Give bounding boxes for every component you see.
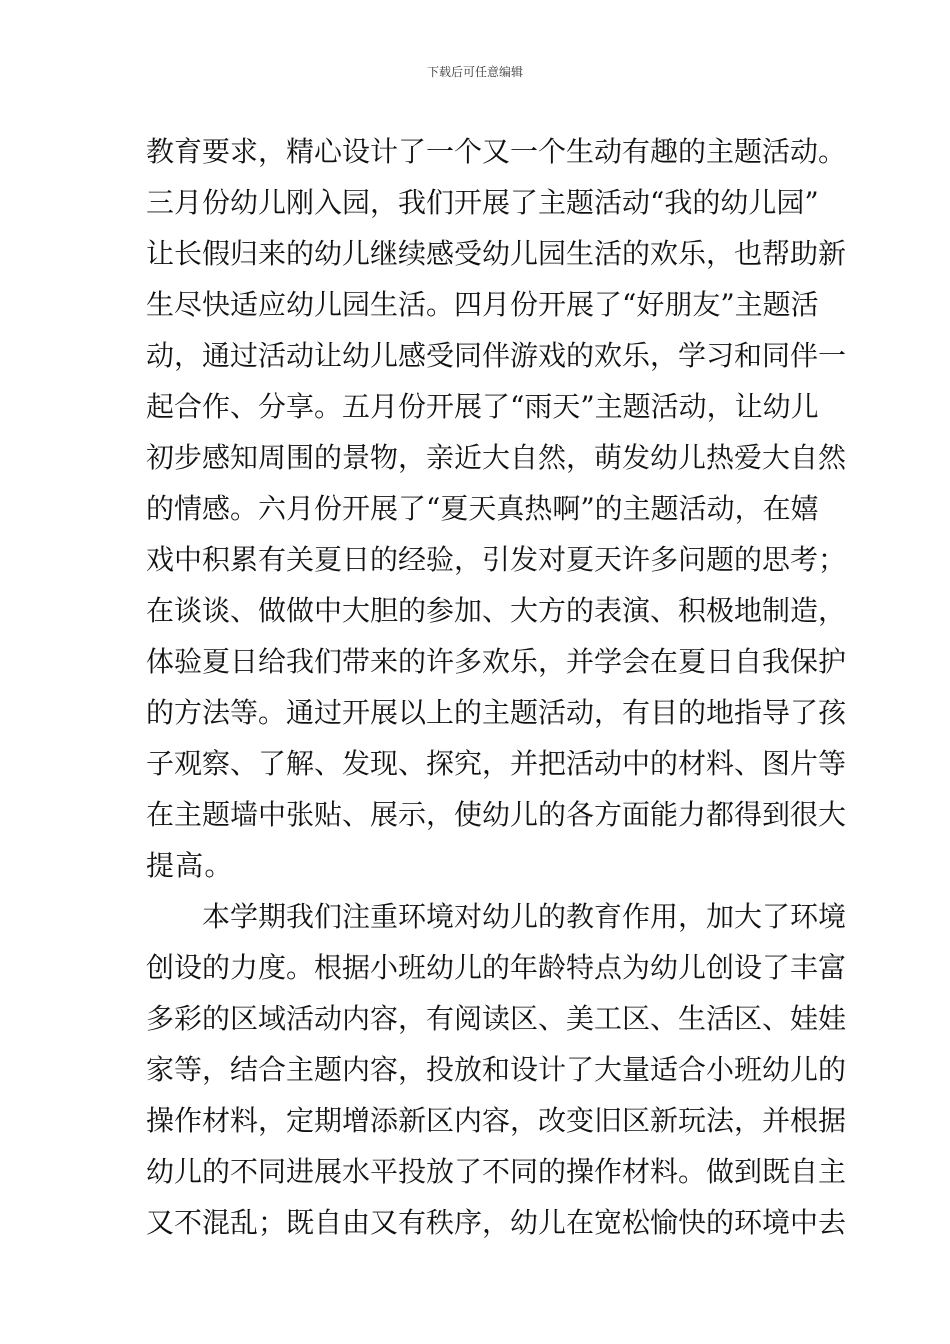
paragraph-1-line: 动，通过活动让幼儿感受同伴游戏的欢乐，学习和同伴一 <box>146 339 847 372</box>
paragraph-1-line: 在谈谈、做做中大胆的参加、大方的表演、积极地制造， <box>146 594 847 627</box>
header-note: 下载后可任意编辑 <box>426 65 523 79</box>
paragraph-1-line: 生尽快适应幼儿园生活。四月份开展了“好朋友”主题活 <box>146 288 819 321</box>
paragraph-1-line: 提高。 <box>146 849 234 882</box>
paragraph-1-line: 教育要求，精心设计了一个又一个生动有趣的主题活动。 <box>146 135 847 168</box>
paragraph-1-line: 的方法等。通过开展以上的主题活动，有目的地指导了孩 <box>146 696 847 729</box>
paragraph-1-line: 子观察、了解、发现、探究，并把活动中的材料、图片等 <box>146 747 847 780</box>
paragraph-1-line: 的情感。六月份开展了“夏天真热啊”的主题活动，在嬉 <box>146 492 819 525</box>
paragraph-2-line: 幼儿的不同进展水平投放了不同的操作材料。做到既自主 <box>146 1155 847 1188</box>
paragraph-2-line: 创设的力度。根据小班幼儿的年龄特点为幼儿创设了丰富 <box>146 951 847 984</box>
paragraph-1-line: 在主题墙中张贴、展示，使幼儿的各方面能力都得到很大 <box>146 798 847 831</box>
paragraph-2-line: 操作材料，定期增添新区内容，改变旧区新玩法，并根据 <box>146 1104 847 1137</box>
body-text <box>146 126 847 1248</box>
paragraph-1-line: 体验夏日给我们带来的许多欢乐，并学会在夏日自我保护 <box>146 645 847 678</box>
paragraph-2-line: 本学期我们注重环境对幼儿的教育作用，加大了环境 <box>202 900 847 933</box>
paragraph-2-line: 又不混乱；既自由又有秩序，幼儿在宽松愉快的环境中去 <box>146 1206 847 1239</box>
paragraph-1-line: 初步感知周围的景物，亲近大自然，萌发幼儿热爱大自然 <box>146 441 847 474</box>
paragraph-2-line: 多彩的区域活动内容，有阅读区、美工区、生活区、娃娃 <box>146 1002 847 1035</box>
paragraph-1-line: 戏中积累有关夏日的经验，引发对夏天许多问题的思考； <box>146 543 847 576</box>
paragraph-1-line: 三月份幼儿刚入园，我们开展了主题活动“我的幼儿园” <box>146 186 819 219</box>
paragraph-2-line: 家等，结合主题内容，投放和设计了大量适合小班幼儿的 <box>146 1053 847 1086</box>
paragraph-1-line: 让长假归来的幼儿继续感受幼儿园生活的欢乐，也帮助新 <box>146 237 847 270</box>
paragraph-1-line: 起合作、分享。五月份开展了“雨天”主题活动，让幼儿 <box>146 390 819 423</box>
